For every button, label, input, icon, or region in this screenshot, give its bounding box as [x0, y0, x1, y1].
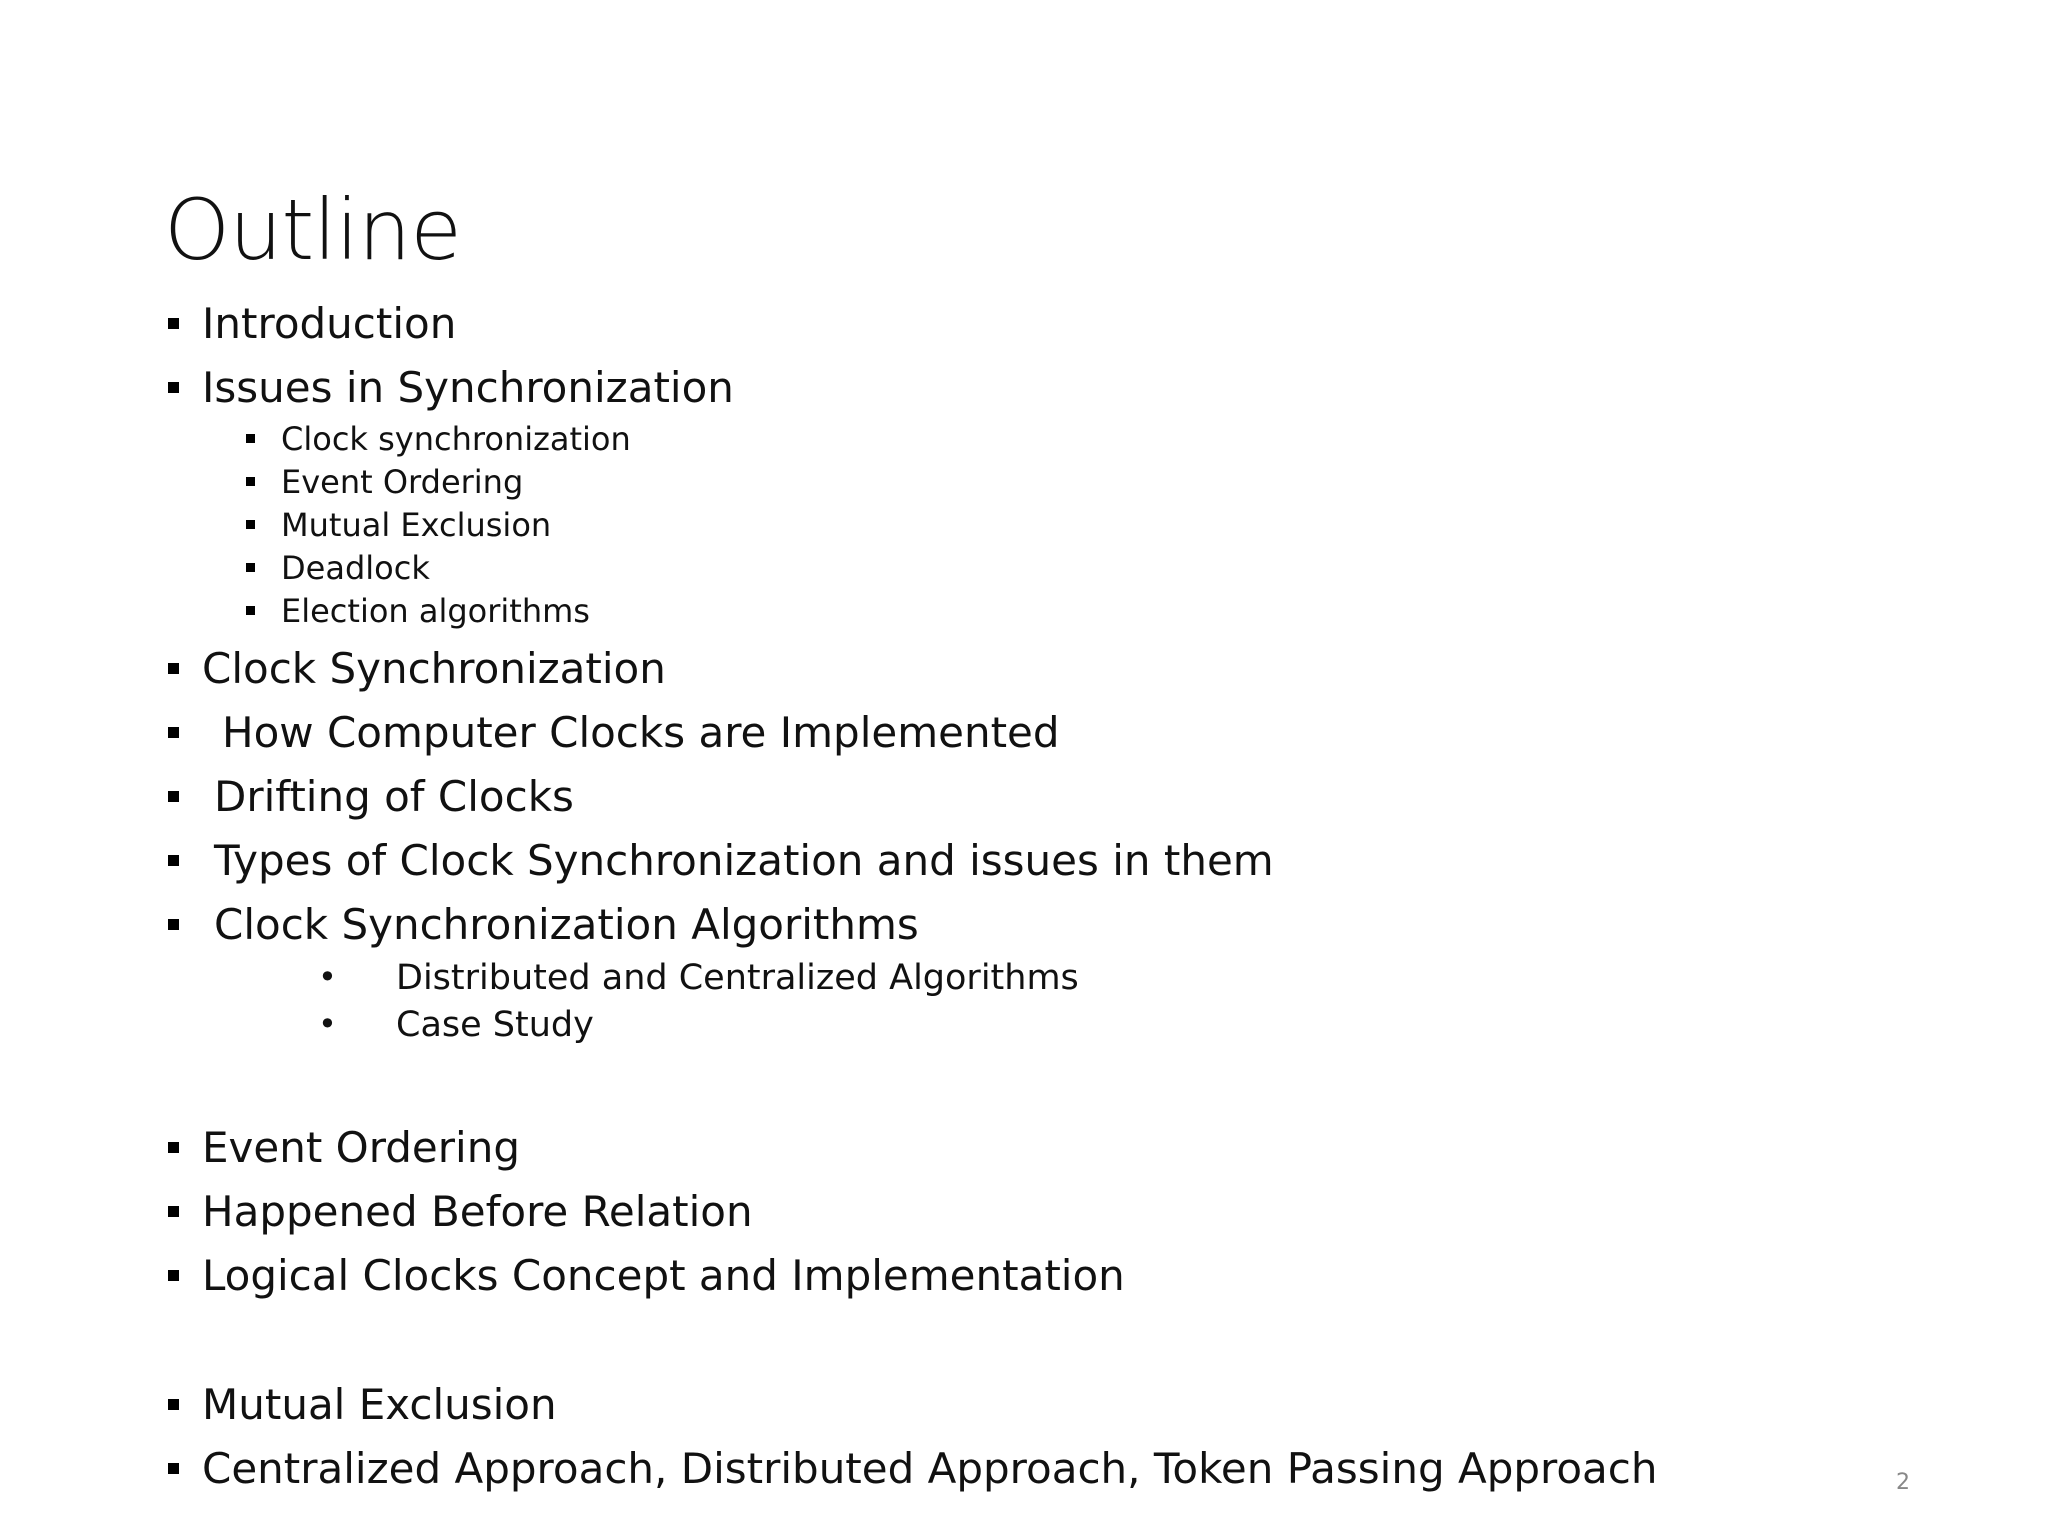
dot-bullet-icon: • [318, 958, 337, 996]
square-bullet-icon [168, 1399, 179, 1410]
square-bullet-icon [246, 520, 255, 529]
outline-item-label: Logical Clocks Concept and Implementation [202, 1251, 1125, 1300]
square-bullet-icon [246, 434, 255, 443]
outline-subitem-label: Deadlock [281, 549, 430, 587]
outline-subitem-label: Election algorithms [281, 592, 590, 630]
square-bullet-icon [168, 727, 179, 738]
dot-bullet-icon: • [318, 1005, 337, 1043]
slide-title: Outline [164, 181, 461, 279]
outline-item-label: Event Ordering [202, 1123, 520, 1172]
square-bullet-icon [168, 855, 179, 866]
outline-item-label: Happened Before Relation [202, 1187, 753, 1236]
square-bullet-icon [168, 791, 179, 802]
outline-item-label: Clock Synchronization [202, 644, 666, 693]
square-bullet-icon [168, 1206, 179, 1217]
square-bullet-icon [168, 919, 179, 930]
page-number: 2 [1896, 1470, 1910, 1495]
square-bullet-icon [246, 563, 255, 572]
square-bullet-icon [168, 1142, 179, 1153]
square-bullet-icon [168, 382, 179, 393]
outline-item-label: Mutual Exclusion [202, 1380, 557, 1429]
outline-item-label: Types of Clock Synchronization and issues in them [214, 836, 1274, 885]
outline-item-label: How Computer Clocks are Implemented [222, 708, 1060, 757]
outline-subitem-label: Event Ordering [281, 463, 524, 501]
outline-subitem-label: Case Study [396, 1005, 594, 1045]
outline-item-label: Drifting of Clocks [214, 772, 574, 821]
outline-subitem-label: Distributed and Centralized Algorithms [396, 958, 1079, 998]
outline-item-label: Centralized Approach, Distributed Approach, Token Passing Approach [202, 1444, 1658, 1493]
outline-subitem-label: Mutual Exclusion [281, 506, 552, 544]
square-bullet-icon [168, 663, 179, 674]
outline-item-label: Introduction [202, 299, 457, 348]
square-bullet-icon [168, 1270, 179, 1281]
outline-item-label: Clock Synchronization Algorithms [214, 900, 919, 949]
outline-item-label: Issues in Synchronization [202, 363, 734, 412]
square-bullet-icon [168, 1463, 179, 1474]
square-bullet-icon [168, 318, 179, 329]
outline-subitem-label: Clock synchronization [281, 420, 631, 458]
square-bullet-icon [246, 477, 255, 486]
square-bullet-icon [246, 606, 255, 615]
